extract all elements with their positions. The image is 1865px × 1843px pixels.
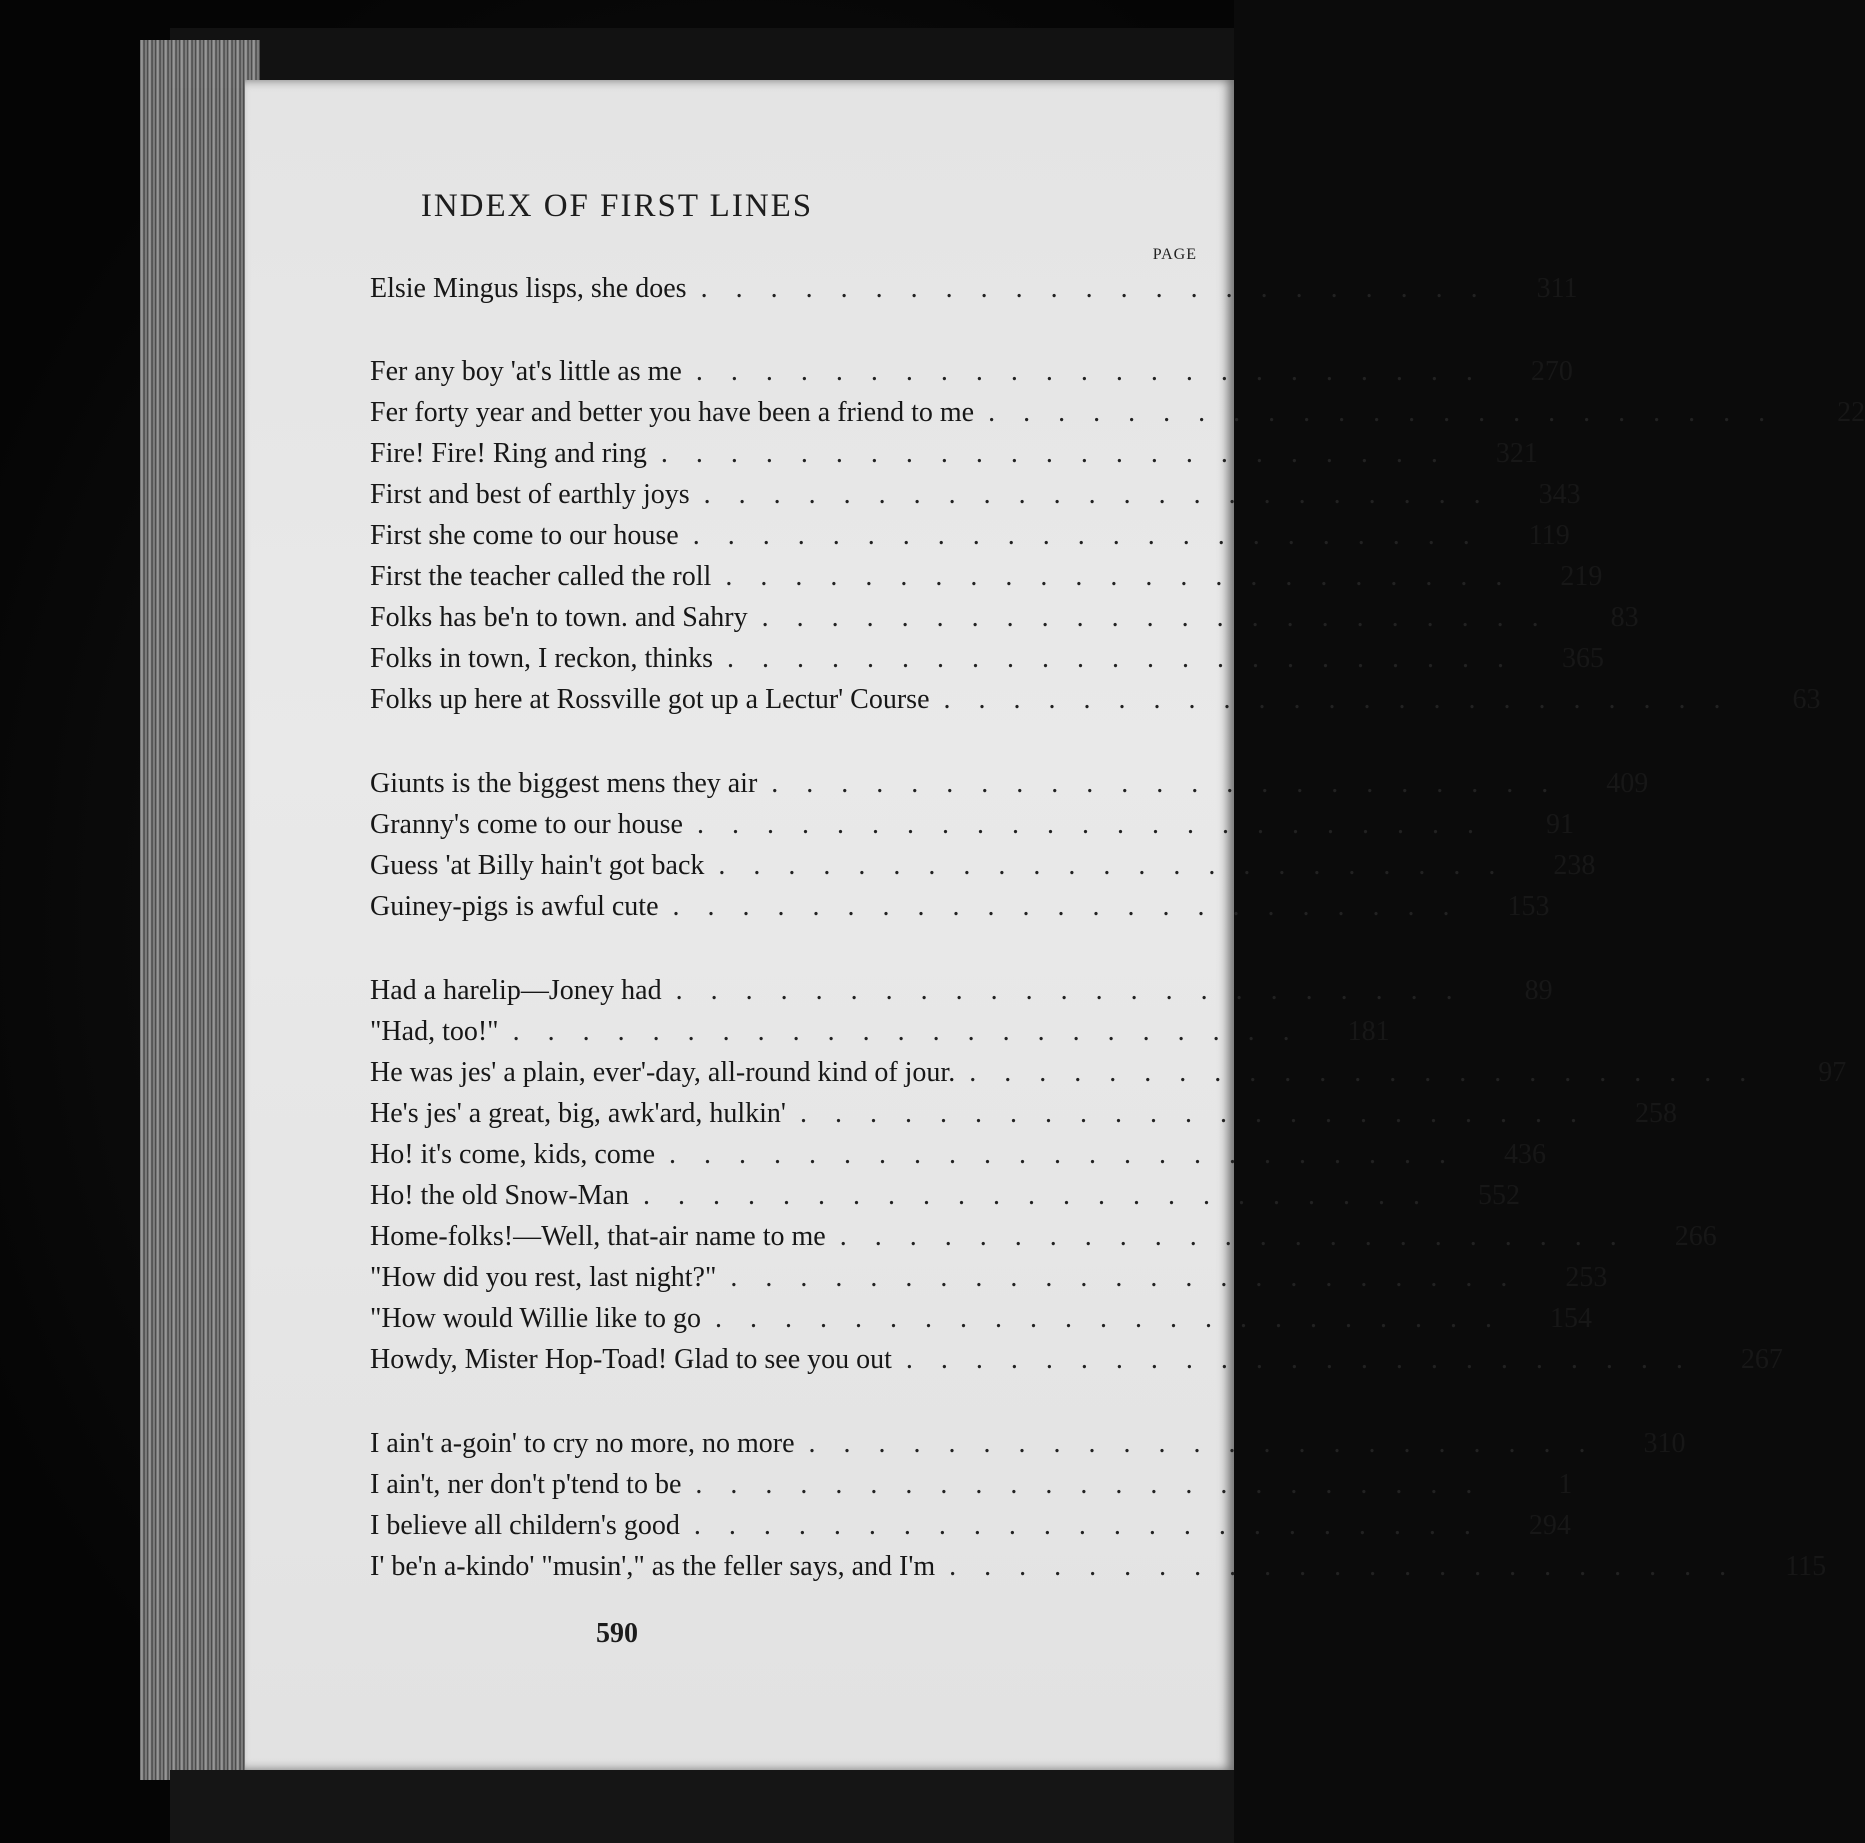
dot-leader: ....................... (718, 850, 1524, 881)
index-entry (370, 520, 1570, 560)
page-ref: 219 (1560, 561, 1603, 592)
dot-leader: ....................... (695, 1469, 1501, 1500)
first-line-text: Folks has be'n to town. and Sahry (370, 602, 748, 633)
page-ref: 321 (1495, 438, 1538, 469)
index-entry (370, 643, 1604, 683)
page-ref: 22 (1837, 397, 1865, 428)
dot-leader: ....................... (660, 438, 1466, 469)
dot-leader: ....................... (703, 479, 1509, 510)
dot-leader: ....................... (669, 1139, 1474, 1170)
page-ref: 267 (1740, 1344, 1783, 1375)
index-entry (370, 602, 1639, 642)
page-ref: 63 (1792, 684, 1821, 715)
first-line-text: I ain't a-goin' to cry no more, no more (370, 1428, 795, 1459)
dot-leader: ....................... (727, 643, 1532, 674)
index-entry (370, 1098, 1677, 1138)
first-line-text: "How did you rest, last night?" (370, 1262, 717, 1293)
page-ref: 311 (1536, 273, 1578, 304)
index-entry (370, 1221, 1717, 1261)
dot-leader: ....................... (808, 1428, 1614, 1459)
dot-leader: ....................... (693, 1510, 1499, 1541)
dot-leader: ....................... (695, 356, 1501, 387)
dot-leader: ....................... (512, 1016, 1318, 1047)
first-line-text: Giunts is the biggest mens they air (370, 768, 758, 799)
top-binding-shadow (170, 28, 1234, 88)
index-entry (370, 1344, 1783, 1384)
first-line-text: Home-folks!—Well, that-air name to me (370, 1221, 826, 1252)
index-entry (370, 1551, 1827, 1591)
first-line-text: I ain't, ner don't p'tend to be (370, 1469, 682, 1500)
index-entry (370, 1016, 1390, 1056)
dot-leader: ....................... (905, 1344, 1711, 1375)
page-ref: 154 (1549, 1303, 1592, 1334)
page-edges (140, 40, 260, 1780)
page-number: 590 (596, 1618, 638, 1649)
first-line-text: Fer any boy 'at's little as me (370, 356, 682, 387)
page-ref: 409 (1606, 768, 1649, 799)
dot-leader: ....................... (799, 1098, 1605, 1129)
page-ref: 294 (1528, 1510, 1571, 1541)
page-ref: 153 (1507, 891, 1550, 922)
page-ref: 270 (1530, 356, 1573, 387)
index-entry (370, 438, 1538, 478)
page-ref: 83 (1610, 602, 1639, 633)
page-ref: 436 (1504, 1139, 1546, 1170)
first-line-text: First she come to our house (370, 520, 679, 551)
first-line-text: Ho! the old Snow-Man (370, 1180, 629, 1211)
first-line-text: He was jes' a plain, ever'-day, all-round kind of jour. (370, 1057, 956, 1088)
first-line-text: He's jes' a great, big, awk'ard, hulkin' (370, 1098, 786, 1129)
index-entry (370, 479, 1581, 519)
index-entry (370, 356, 1573, 396)
first-line-text: Ho! it's come, kids, come (370, 1139, 655, 1170)
index-entry (370, 1180, 1520, 1220)
page-ref: 89 (1524, 975, 1553, 1006)
first-line-text: I' be'n a-kindo' "musin'," as the feller says, and I'm (370, 1551, 936, 1582)
dot-leader: ....................... (988, 397, 1794, 428)
page-ref: 266 (1674, 1221, 1717, 1252)
index-entry (370, 1428, 1686, 1468)
first-line-text: Folks up here at Rossville got up a Lectur' Course (370, 684, 930, 715)
index-entry (370, 561, 1603, 601)
bottom-binding-shadow (170, 1770, 1234, 1843)
dot-leader: ....................... (839, 1221, 1645, 1252)
page-title: INDEX OF FIRST LINES (420, 188, 814, 224)
dot-leader: ....................... (700, 273, 1506, 304)
dot-leader: ....................... (969, 1057, 1775, 1088)
index-entry (370, 850, 1596, 890)
dot-leader: ....................... (761, 602, 1567, 633)
index-entry (370, 273, 1578, 313)
first-line-text: "How would Willie like to go (370, 1303, 701, 1334)
first-line-text: I believe all childern's good (370, 1510, 680, 1541)
first-line-text: Fer forty year and better you have been a friend to me (370, 397, 975, 428)
first-line-text: First the teacher called the roll (370, 561, 712, 592)
index-entry (370, 1262, 1608, 1302)
dot-leader: ....................... (714, 1303, 1520, 1334)
dot-leader: ....................... (675, 975, 1481, 1006)
page-ref: 181 (1347, 1016, 1390, 1047)
first-line-text: Folks in town, I reckon, thinks (370, 643, 713, 674)
page-ref: 253 (1565, 1262, 1608, 1293)
index-entry (370, 975, 1553, 1015)
page-ref: 258 (1634, 1098, 1677, 1129)
dot-leader: ....................... (943, 684, 1749, 715)
dot-leader: ....................... (692, 520, 1498, 551)
page-ref: 91 (1545, 809, 1574, 840)
dot-leader: ....................... (696, 809, 1502, 840)
dot-leader: ....................... (949, 1551, 1755, 1582)
index-entry (370, 1469, 1573, 1509)
page-ref: 343 (1538, 479, 1581, 510)
index-entry (370, 684, 1821, 724)
first-line-text: Guess 'at Billy hain't got back (370, 850, 705, 881)
first-line-text: Fire! Fire! Ring and ring (370, 438, 647, 469)
page-ref: 365 (1562, 643, 1604, 674)
index-entry (370, 891, 1550, 931)
page-column-label: PAGE (1152, 246, 1197, 263)
dot-leader: ....................... (672, 891, 1478, 922)
dot-leader: ....................... (642, 1180, 1448, 1211)
index-entry (370, 1303, 1592, 1343)
first-line-text: First and best of earthly joys (370, 479, 690, 510)
first-line-text: Had a harelip—Joney had (370, 975, 662, 1006)
index-entry (370, 397, 1865, 437)
page-ref: 310 (1643, 1428, 1686, 1459)
page-ref: 238 (1553, 850, 1596, 881)
first-line-text: Howdy, Mister Hop-Toad! Glad to see you out (370, 1344, 892, 1375)
dot-leader: ....................... (771, 768, 1577, 799)
index-entry (370, 1510, 1571, 1550)
index-entry (370, 768, 1649, 808)
dot-leader: ....................... (725, 561, 1531, 592)
first-line-text: "Had, too!" (370, 1016, 499, 1047)
dot-leader: ....................... (730, 1262, 1536, 1293)
first-line-text: Guiney-pigs is awful cute (370, 891, 659, 922)
page-ref: 115 (1785, 1551, 1827, 1582)
index-entry (370, 1057, 1847, 1097)
page-ref: 119 (1528, 520, 1570, 551)
index-entry (370, 1139, 1546, 1179)
first-line-text: Elsie Mingus lisps, she does (370, 273, 687, 304)
page-ref: 1 (1558, 1469, 1573, 1500)
page-ref: 552 (1477, 1180, 1520, 1211)
index-entry (370, 809, 1574, 849)
first-line-text: Granny's come to our house (370, 809, 683, 840)
page-ref: 97 (1818, 1057, 1847, 1088)
